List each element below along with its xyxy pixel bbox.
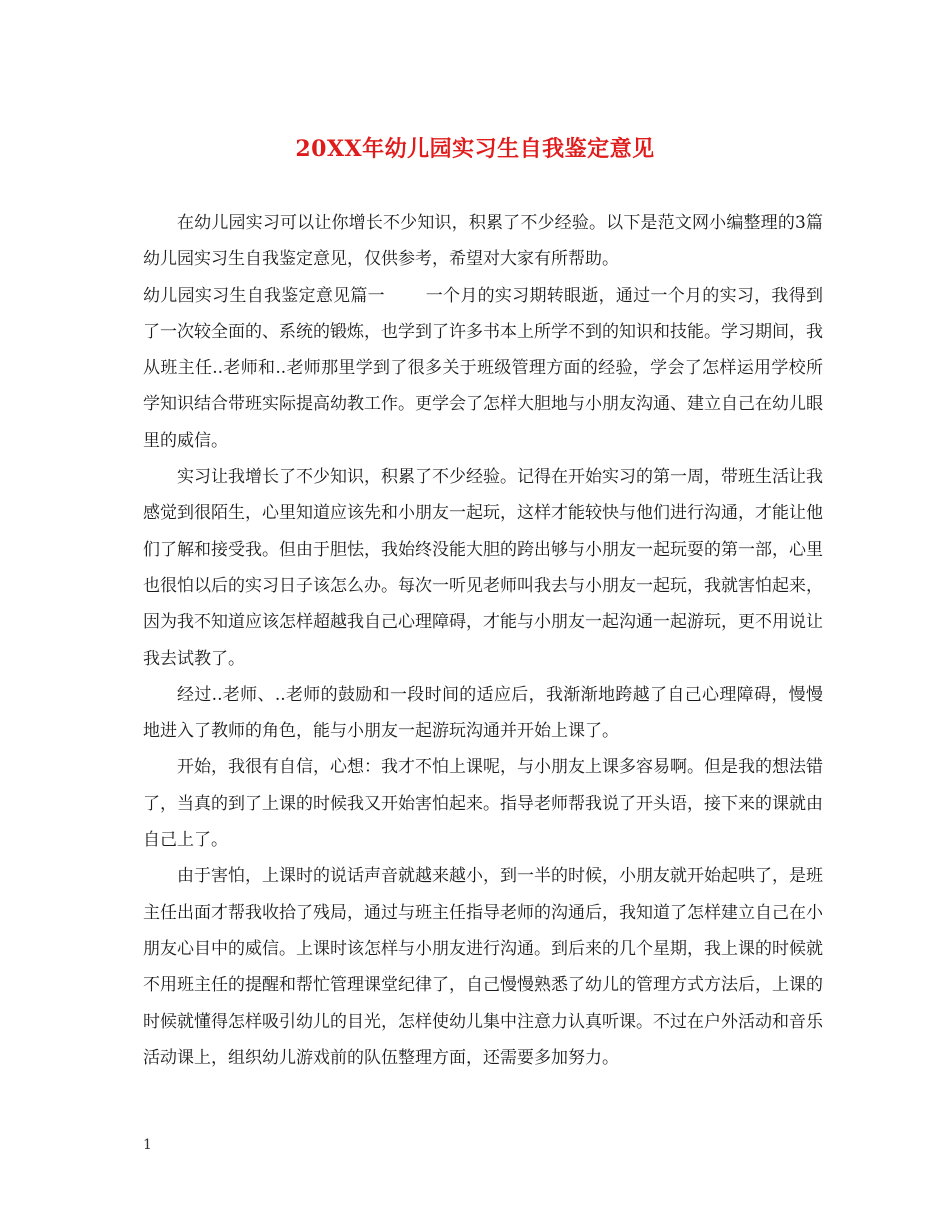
page-title: 20XX年幼儿园实习生自我鉴定意见 <box>295 136 655 162</box>
section-heading: 幼儿园实习生自我鉴定意见篇一 <box>143 285 385 306</box>
section-first-paragraph: 一个月的实习期转眼逝，通过一个月的实习，我得到了一次较全面的、系统的锻炼，也学到了许多书本上所学不到的知识和技能。学习期间，我从班主任..老师和..老师那里学到了很多关于班级管理方面的经验，学会了怎样运用学校所学知识结合带班实际提高幼教工作。更学会了怎样大胆地与小朋友沟通、建立自己在幼儿眼里的威信。 <box>143 285 823 451</box>
body-paragraph-1: 实习让我增长了不少知识，积累了不少经验。记得在开始实习的第一周，带班生活让我感觉到很陌生，心里知道应该先和小朋友一起玩，这样才能较快与他们进行沟通，才能让他们了解和接受我。但由于胆怯，我始终没能大胆的跨出够与小朋友一起玩耍的第一部，心里也很怕以后的实习日子该怎么办。每次一听见老师叫我去与小朋友一起玩，我就害怕起来，因为我不知道应该怎样超越我自己心理障碍，才能与小朋友一起沟通一起游玩，更不用说让我去试教了。 <box>143 467 823 669</box>
section-paragraph <box>143 278 823 459</box>
page-number: 1 <box>143 1137 152 1153</box>
intro-paragraph: 在幼儿园实习可以让你增长不少知识，积累了不少经验。以下是范文网小编整理的3篇幼儿园实习生自我鉴定意见，仅供参考，希望对大家有所帮助。 <box>143 213 823 270</box>
document-body <box>143 205 823 1076</box>
body-paragraph-4: 由于害怕，上课时的说话声音就越来越小，到一半的时候，小朋友就开始起哄了，是班主任出面才帮我收拾了残局，通过与班主任指导老师的沟通后，我知道了怎样建立自己在小朋友心目中的威信。上课时该怎样与小朋友进行沟通。到后来的几个星期，我上课的时候就不用班主任的提醒和帮忙管理课堂纪律了，自己慢慢熟悉了幼儿的管理方式方法后，上课的时候就懂得怎样吸引幼儿的目光，怎样使幼儿集中注意力认真听课。不过在户外活动和音乐活动课上，组织幼儿游戏前的队伍整理方面，还需要多加努力。 <box>143 866 823 1068</box>
body-paragraph-2: 经过..老师、..老师的鼓励和一段时间的适应后，我渐渐地跨越了自己心理障碍，慢慢地进入了教师的角色，能与小朋友一起游玩沟通并开始上课了。 <box>143 684 823 742</box>
body-paragraph-3: 开始，我很有自信，心想：我才不怕上课呢，与小朋友上课多容易啊。但是我的想法错了，当真的到了上课的时候我又开始害怕起来。指导老师帮我说了开头语，接下来的课就由自己上了。 <box>143 757 823 851</box>
